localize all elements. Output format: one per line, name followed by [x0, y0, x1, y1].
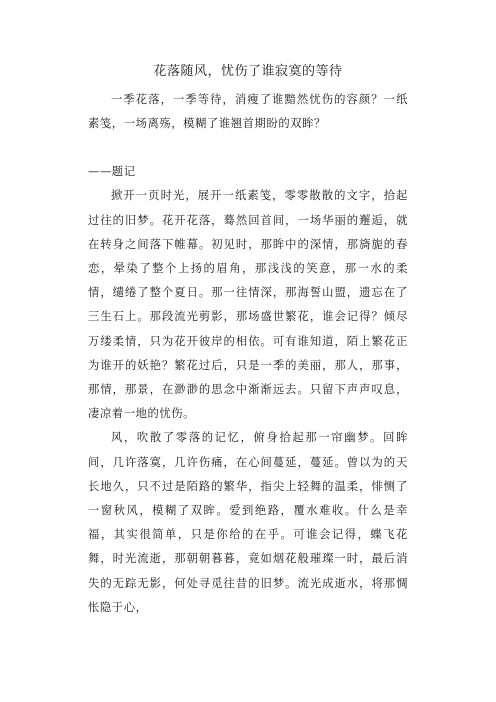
epigraph-signoff: ——题记 [88, 165, 136, 179]
body-paragraph-1: 掀开一页时光，展开一纸素笺，零零散散的文字，拾起过往的旧梦。花开花落，蓦然回首间，一场华丽的邂逅，就在转身之间落下帷幕。初见时，那眸中的深情，那旖旎的春恋，晕染了整个上扬的眉角，那浅浅的笑意，那一水的柔情，缱绻了整个夏日。那一往情深，那海誓山盟，遗忘在了三生石上。那段流光剪影，那场盛世繁花，谁会记得？倾尽万缕柔情，只为花开彼岸的相依。可有谁知道，陌上繁花正为谁开的妖艳？繁花过后，只是一季的美丽，那人，那事，那情，那景，在渺渺的思念中渐渐远去。只留下声声叹息，凄凉着一地的忧伤。 [88, 189, 408, 421]
spacer [88, 136, 408, 160]
page-title: 花落随风，忧伤了谁寂寞的等待 [153, 64, 343, 79]
body-paragraph-2: 风，吹散了零落的记忆，俯身拾起那一帘幽梦。回眸间，几许落寞，几许伤痛，在心间蔓延，蔓延。曾以为的天长地久，只不过是陌路的繁华，指尖上轻舞的温柔，悱恻了一窗秋风，模糊了双眸。爱到绝路，覆水难收。什么是幸福，其实很简单，只是你给的在乎。可谁会记得，蝶飞花舞，时光流逝，那朝朝暮暮，竟如烟花般璀璨一时，最后消失的无踪无影，何处寻觅往昔的旧梦。流光成逝水，将那惆怅隐于心， [88, 431, 408, 614]
intro-paragraph: 一季花落，一季等待，消瘦了谁黯然忧伤的容颜？一纸素笺，一场离殇，模糊了谁翘首期盼的双眸？ [88, 93, 408, 131]
